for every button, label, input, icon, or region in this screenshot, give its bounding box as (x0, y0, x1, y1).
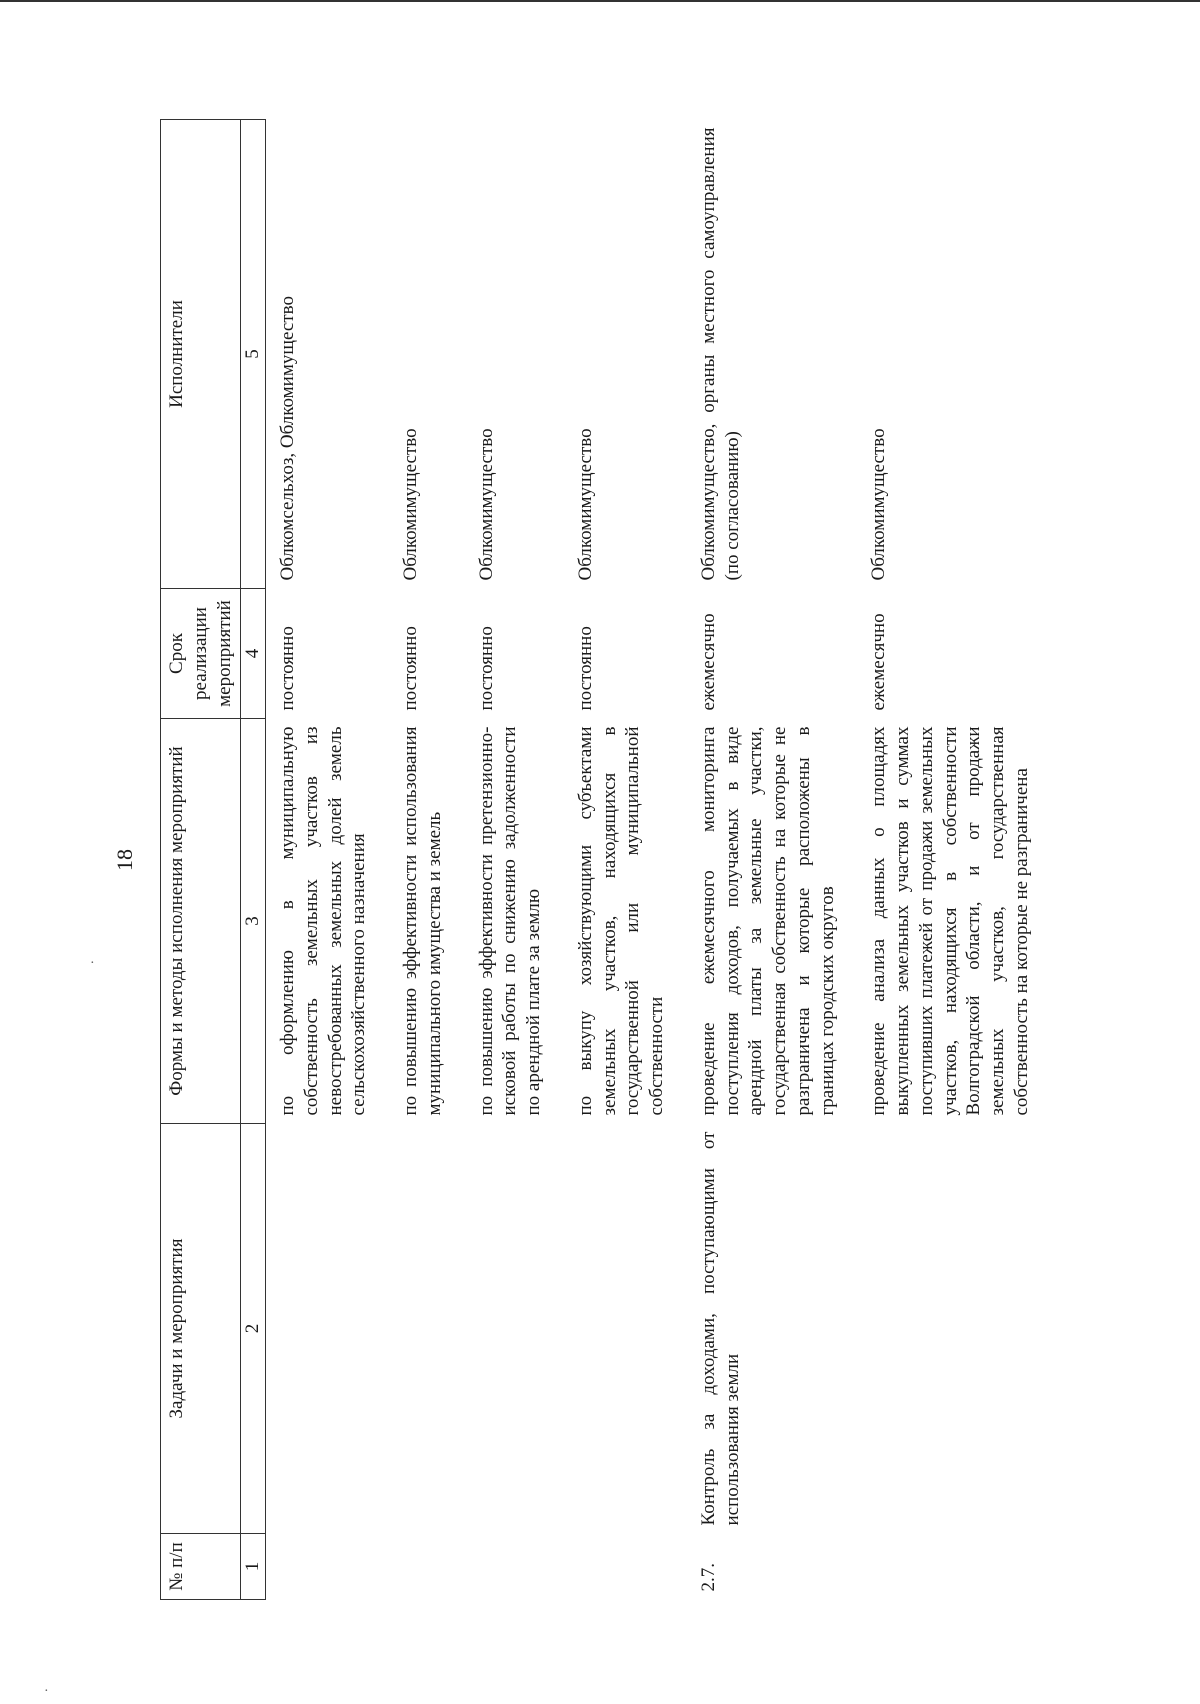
row-number: 2.7. (697, 1563, 719, 1592)
column-number: 4 (241, 589, 266, 719)
row-task (266, 1124, 390, 1534)
row-method: по оформлению в муниципальную собственность земельных участков из невостребованных земельных долей земель сельскохозяйственного назначения (277, 726, 370, 1116)
column-number: 5 (241, 120, 266, 589)
table-row (687, 120, 858, 1600)
row-method: по повышению эффективности использования муниципального имущества и земель (400, 726, 445, 1116)
header-executors: Исполнители (161, 120, 241, 589)
row-executor: Облкомсельхоз, Облкомимущество (277, 296, 298, 581)
row-term: постоянно (400, 626, 421, 711)
column-number: 1 (241, 1534, 266, 1600)
row-task (465, 1124, 564, 1534)
table-header (161, 120, 266, 1600)
row-term: постоянно (574, 626, 596, 711)
page-number: 18 (112, 849, 137, 871)
row-executor: Облкомимущество (868, 428, 890, 581)
row-method: проведение анализа данных о площадях выкупленных земельных участков и суммах поступивших платежей от продажи земельных участков, находящихся в собственности Волгоградской области, и от продажи земельных участков, государственная собственность на которые не разграничена (868, 726, 1032, 1116)
header-term: Срок реализации мероприятий (161, 589, 241, 719)
header-methods: Формы и методы исполнения мероприятий (161, 719, 241, 1124)
row-term: ежемесячно (868, 613, 890, 711)
scan-top-edge (0, 0, 1200, 2)
row-number (857, 1534, 1051, 1600)
table-row (564, 120, 687, 1600)
row-executor: Облкомимущество (400, 428, 421, 581)
row-executor: Облкомимущество (475, 428, 497, 581)
rotated-document (112, 120, 1120, 1600)
table-row (857, 120, 1051, 1600)
row-task (389, 1124, 465, 1534)
measures-table (160, 119, 1052, 1600)
row-term: постоянно (475, 626, 497, 711)
row-number (564, 1534, 687, 1600)
table-row (465, 120, 564, 1600)
table-row (266, 120, 390, 1600)
row-task: Контроль за доходами, поступающими от использования земли (697, 1131, 743, 1526)
row-method: проведение ежемесячного мониторинга поступления доходов, получаемых в виде арендной платы за земельные участки, государственная собственность на которые не разграничена и которые расположены в границах городских округов (697, 726, 838, 1116)
column-number-row (241, 120, 266, 1600)
row-task (564, 1124, 687, 1534)
column-number: 3 (241, 719, 266, 1124)
scan-speck: · (90, 956, 95, 971)
row-executor: Облкомимущество, органы местного самоуправления (по согласованию) (697, 127, 743, 581)
table-row (389, 120, 465, 1600)
column-number: 2 (241, 1124, 266, 1534)
header-tasks: Задачи и мероприятия (161, 1124, 241, 1534)
row-method: по выкупу хозяйствующими субъектами земельных участков, находящихся в государственной или муниципальной собственности (574, 726, 667, 1116)
header-number: № п/п (161, 1534, 241, 1600)
row-term: ежемесячно (697, 613, 719, 711)
row-task (857, 1124, 1051, 1534)
row-number (465, 1534, 564, 1600)
row-number (266, 1534, 390, 1600)
row-executor: Облкомимущество (574, 428, 596, 581)
row-term: постоянно (277, 626, 298, 711)
row-number (389, 1534, 465, 1600)
scan-speck: · (44, 1684, 49, 1699)
row-method: по повышению эффективности претензионно-исковой работы по снижению задолженности по арендной плате за землю (475, 726, 544, 1116)
table-body (266, 120, 1052, 1600)
